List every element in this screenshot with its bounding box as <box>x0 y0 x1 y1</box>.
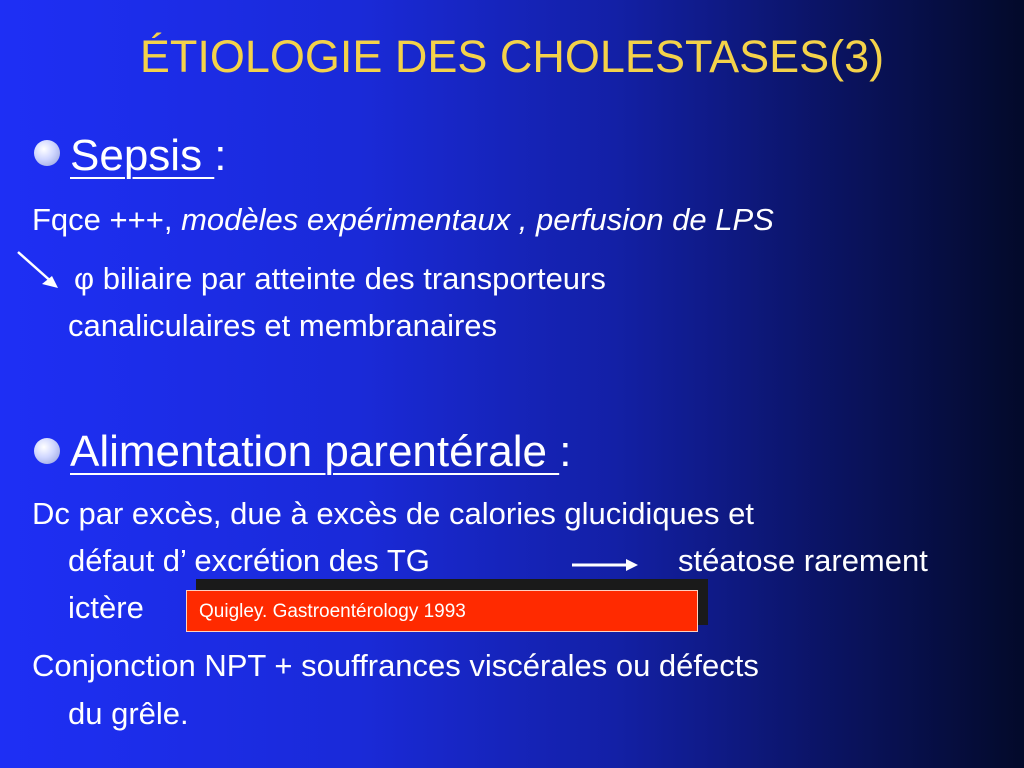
sepsis-line-1-italic: modèles expérimentaux , perfusion de LPS <box>181 202 774 237</box>
sepsis-line-3: canaliculaires et membranaires <box>68 308 498 343</box>
sepsis-heading-label: Sepsis <box>70 131 215 180</box>
alimentation-heading-colon: : <box>559 427 572 476</box>
alimentation-line-1: Dc par excès, due à excès de calories glucidiques et <box>32 496 755 531</box>
slide-title: ÉTIOLOGIE DES CHOLESTASES(3) <box>139 31 885 82</box>
sepsis-line-1 <box>32 204 774 235</box>
alimentation-heading <box>70 427 572 476</box>
alimentation-heading-label: Alimentation parentérale <box>70 427 560 476</box>
alimentation-line-2-right: stéatose rarement <box>678 543 928 578</box>
right-arrow-icon <box>570 556 640 574</box>
sepsis-heading-colon: : <box>214 131 227 180</box>
alimentation-line-2-left: défaut d’ excrétion des TG <box>68 543 430 578</box>
alimentation-line-4: Conjonction NPT + souffrances viscérales ou défects <box>32 648 759 683</box>
alimentation-line-3: ictère <box>68 590 144 625</box>
alimentation-line-5: du grêle. <box>68 696 189 731</box>
reference-box: Quigley. Gastroentérology 1993 <box>186 590 698 632</box>
down-right-arrow-icon <box>14 248 64 292</box>
sepsis-line-1-prefix: Fqce +++, <box>32 202 182 237</box>
sepsis-heading <box>70 131 227 180</box>
bullet-dot-icon <box>34 140 60 166</box>
sepsis-line-2: φ biliaire par atteinte des transporteurs <box>74 261 606 296</box>
bullet-dot-icon <box>34 438 60 464</box>
